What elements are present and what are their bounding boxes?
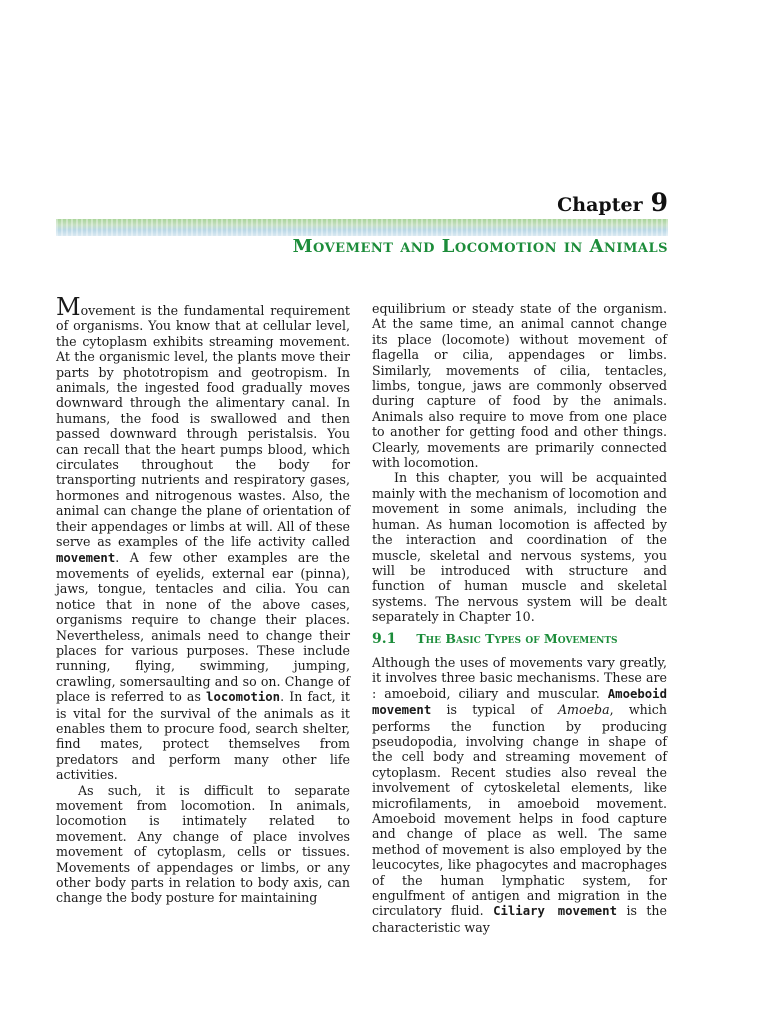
text-run: is the characteristic way (372, 903, 667, 935)
section-number: 9.1 (372, 630, 397, 647)
term-amoeboid-movement: Amoeboid movement (372, 686, 667, 718)
drop-cap: M (56, 293, 81, 321)
section-title: The Basic Types of Movements (416, 630, 618, 646)
chapter-title: Movement and Locomotion in Animals (292, 236, 668, 257)
chapter-word: Chapter (557, 194, 643, 216)
intro-paragraph (56, 293, 350, 783)
left-column (56, 293, 350, 906)
text-run: Although the uses of movements vary greatly, it involves three basic mechanisms. These are : amoeboid, ciliary and muscular. (372, 654, 667, 701)
term-amoeba: Amoeba (557, 702, 610, 718)
paragraph (372, 655, 667, 935)
paragraph: As such, it is difficult to separate movement from locomotion. In animals, locomotion is intimately related to movement. Any change of place involves movement of cytoplasm, cells or tissues. Movements of appendages or limbs, or any other body parts in relation to body axis, can change the body posture for maintaining (56, 782, 350, 906)
section-heading (372, 631, 667, 647)
term-locomotion: locomotion (206, 690, 281, 705)
chapter-number: 9 (650, 188, 668, 217)
text-run: , which performs the function by producing pseudopodia, involving change in shape of the cell body and streaming movement of cytoplasm. Recent studies also reveal the involvement of cytoskeletal elements, like microfilaments, in amoeboid movement. Amoeboid movement helps in food capture and change of place as well. The same method of movement is also employed by the leucocytes, like phagocytes and macrophages of the human lymphatic system, for engulfment of antigen and migration in the circulatory fluid. (372, 702, 667, 919)
right-column (372, 301, 667, 935)
paragraph: In this chapter, you will be acquainted mainly with the mechanism of locomotion and movement in some animals, including the human. As human locomotion is affected by the interaction and coordination of the muscle, skeletal and nervous systems, you will be introduced with structure and function of human muscle and skeletal systems. The nervous system will be dealt separately in Chapter 10. (372, 470, 667, 625)
term-ciliary-movement: Ciliary movement (493, 904, 617, 919)
chapter-label (557, 188, 668, 217)
text-run: ovement is the fundamental requirement of organisms. You know that at cellular level, the cytoplasm exhibits streaming movement. At the organismic level, the plants move their parts by phototropism and geotropism. In animals, the ingested food gradually moves downward through the alimentary canal. In humans, the food is swallowed and then passed downward through peristalsis. You can recall that the heart pumps blood, which circulates throughout the body for transporting nutrients and respiratory gases, hormones and nitrogenous wastes. Also, the animal can change the plane of orientation of their appendages or limbs at will. All of these serve as examples of the life activity called (56, 303, 350, 550)
text-run: . In fact, it is vital for the survival of the animals as it enables them to procure food, search shelter, find mates, protect themselves from predators and perform many other life activities. (56, 689, 350, 783)
decorative-band (56, 219, 668, 236)
paragraph: equilibrium or steady state of the organism. At the same time, an animal cannot change its place (locomote) without movement of flagella or cilia, appendages or limbs. Similarly, movements of cilia, tentacles, limbs, tongue, jaws are commonly observed during capture of food by the animals. Animals also require to move from one place to another for getting food and other things. Clearly, movements are primarily connected with locomotion. (372, 301, 667, 471)
text-run: . A few other examples are the movements of eyelids, external ear (pinna), jaws, tongue, tentacles and cilia. You can notice that in none of the above cases, organisms require to change their places. Nevertheless, animals need to change their places for various purposes. These include running, flying, swimming, jumping, crawling, somersaulting and so on. Change of place is referred to as (56, 549, 350, 705)
text-run: is typical of (446, 702, 543, 718)
term-movement: movement (56, 550, 116, 565)
